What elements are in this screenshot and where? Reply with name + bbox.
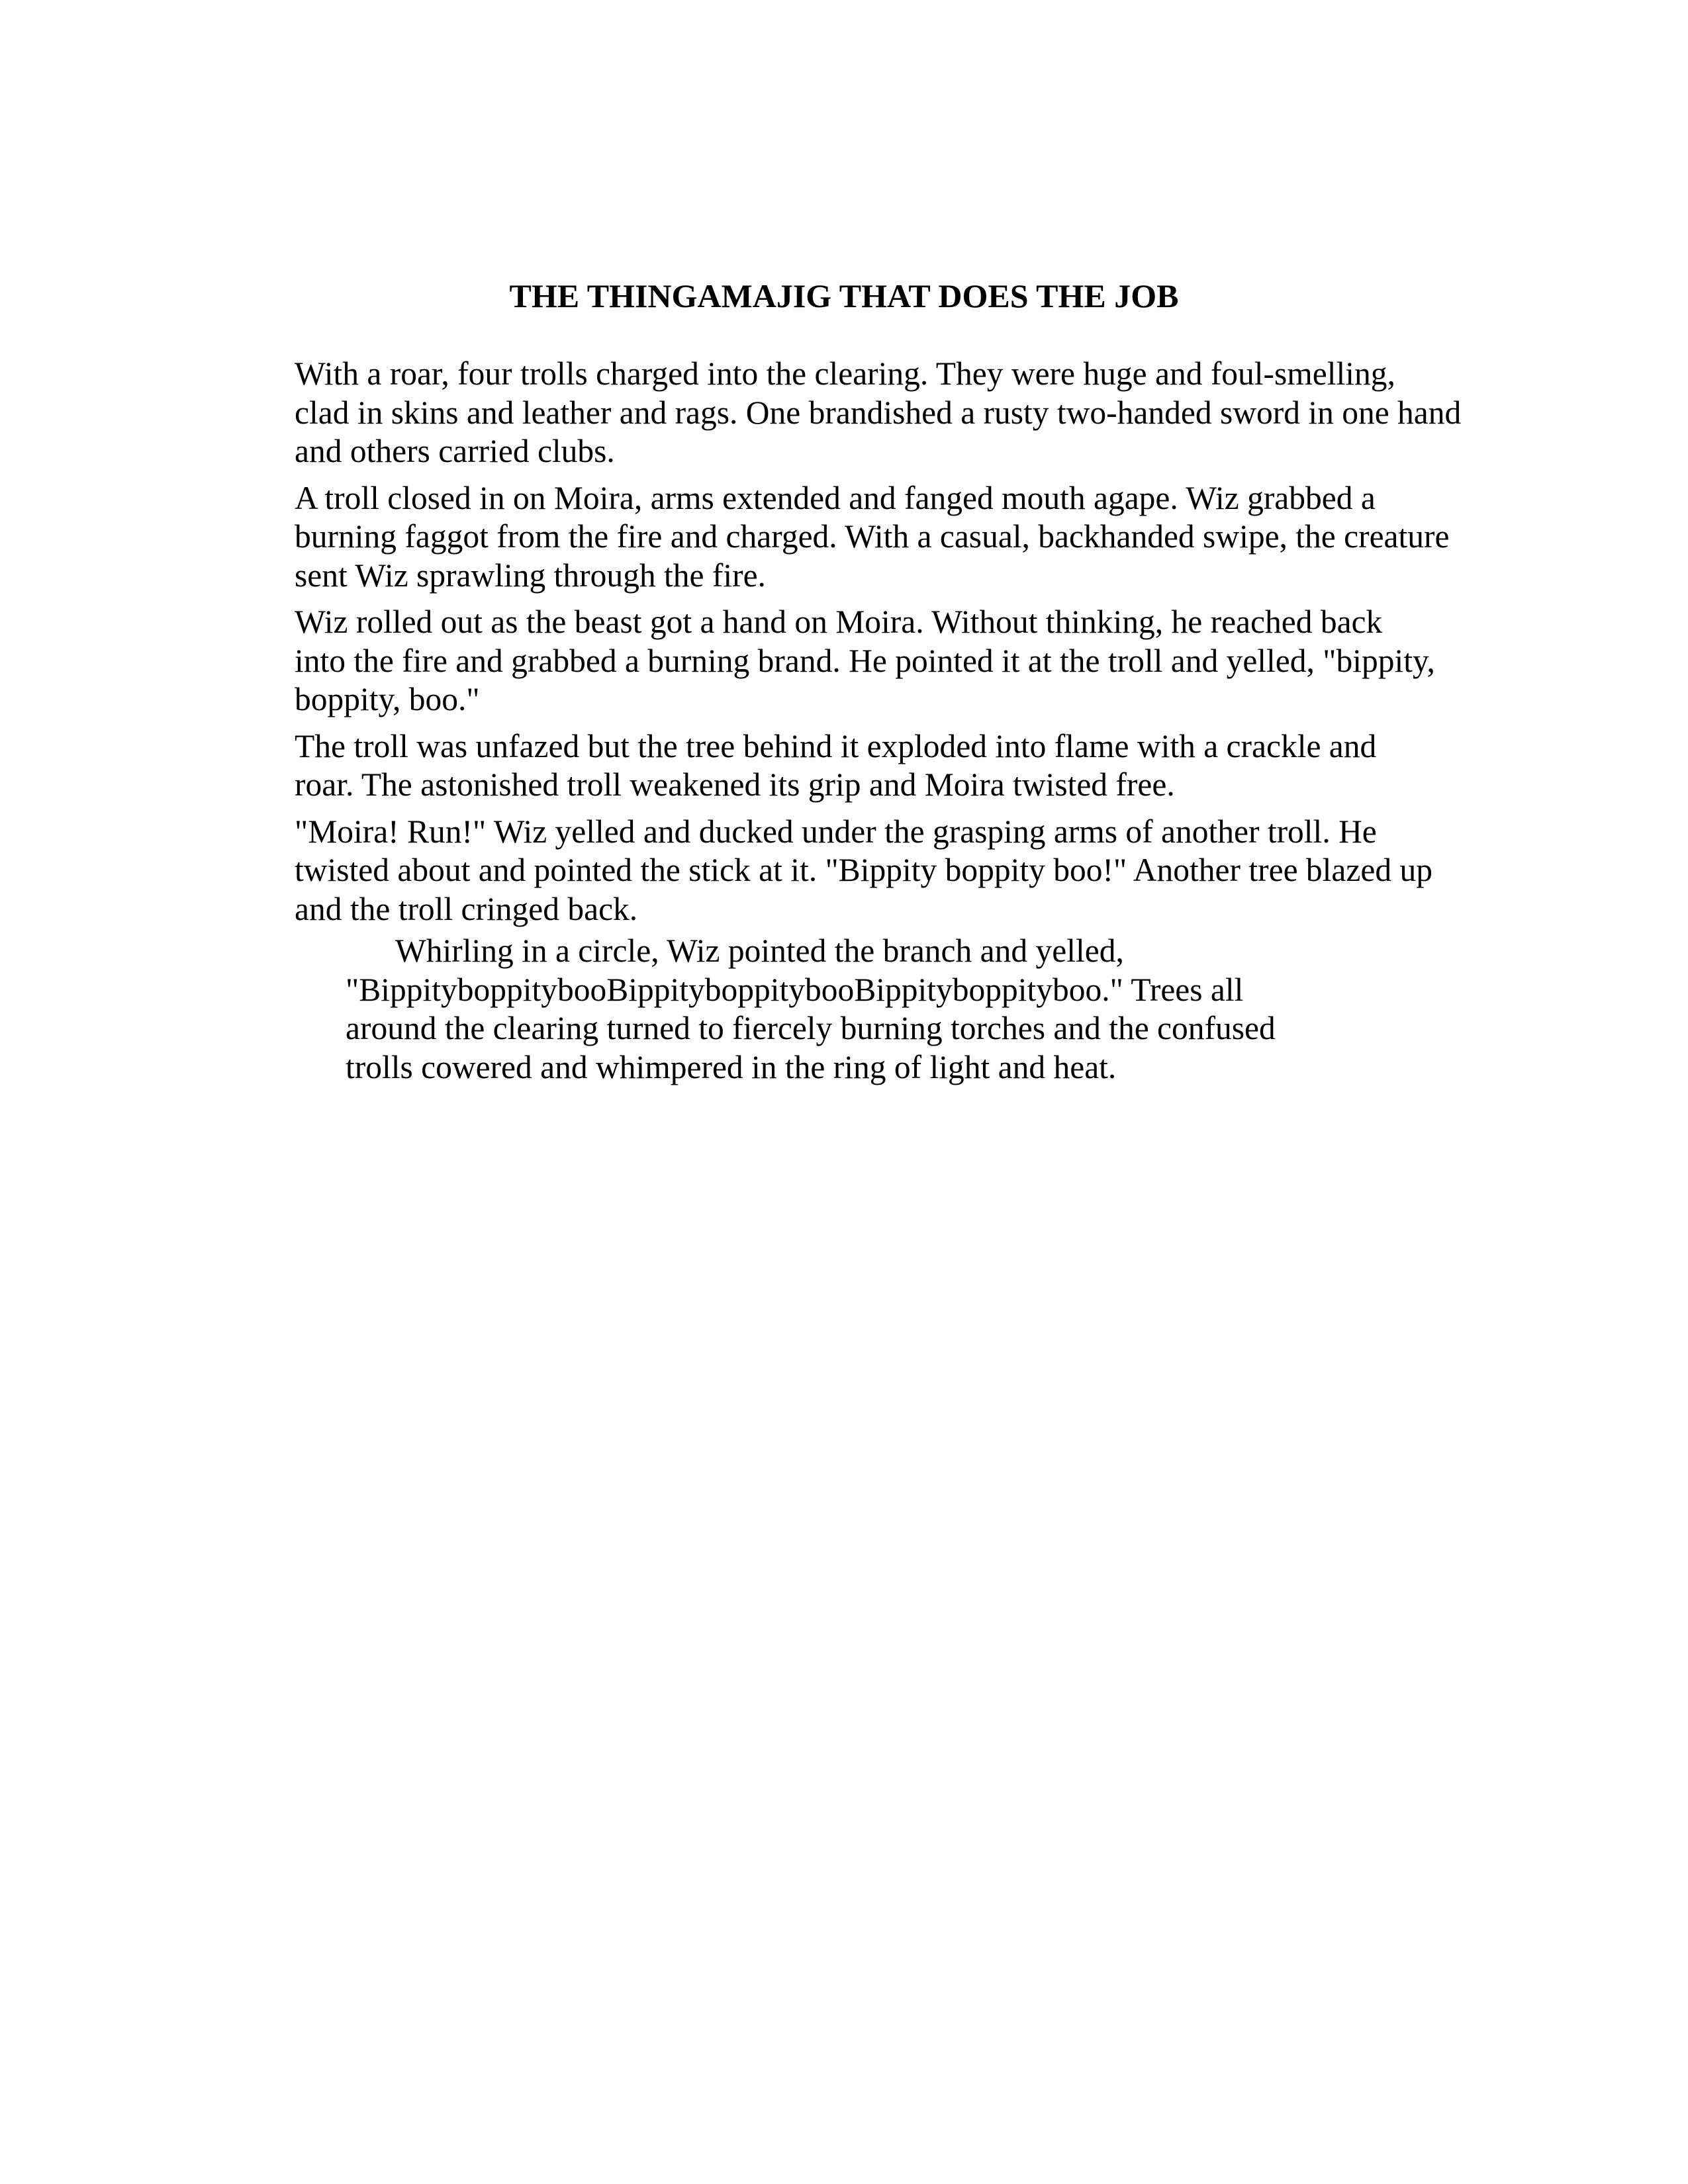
paragraph xyxy=(245,813,1430,929)
text-line: trolls cowered and whimpered in the ring of light and heat. xyxy=(346,1048,1117,1085)
text-line: Wiz rolled out as the beast got a hand on Moira. Without thinking, he reached back xyxy=(295,604,1383,640)
text-line: twisted about and pointed the stick at it. "Bippity boppity boo!" Another tree blazed up xyxy=(295,852,1432,888)
text-line: around the clearing turned to fiercely burning torches and the confused xyxy=(346,1010,1276,1046)
text-line: burning faggot from the fire and charged. With a casual, backhanded swipe, the creature xyxy=(295,518,1450,555)
text-line: and others carried clubs. xyxy=(295,433,615,469)
paragraph xyxy=(245,479,1450,596)
text-line: "BippityboppitybooBippityboppitybooBippityboppityboo." Trees all xyxy=(346,971,1244,1008)
text-line: With a roar, four trolls charged into the clearing. They were huge and foul-smelling, xyxy=(295,355,1395,392)
paragraph xyxy=(245,355,1462,471)
text-line: sent Wiz sprawling through the fire. xyxy=(295,557,766,594)
text-line: clad in skins and leather and rags. One brandished a rusty two-handed sword in one hand xyxy=(295,394,1462,431)
paragraph xyxy=(245,727,1430,805)
text-line: The troll was unfazed but the tree behind it exploded into flame with a crackle and xyxy=(295,727,1377,764)
text-line: and the troll cringed back. xyxy=(295,890,638,927)
text-line: roar. The astonished troll weakened its grip and Moira twisted free. xyxy=(295,766,1175,803)
text-line: into the fire and grabbed a burning brand. He pointed it at the troll and yelled, "bippity, xyxy=(295,642,1435,679)
indented-block-paragraph xyxy=(346,932,1338,1087)
text-line: "Moira! Run!" Wiz yelled and ducked under the grasping arms of another troll. He xyxy=(295,813,1377,850)
text-line: boppity, boo." xyxy=(295,681,480,717)
page-title: THE THINGAMAJIG THAT DOES THE JOB xyxy=(509,277,1179,314)
paragraph xyxy=(245,603,1435,719)
body-text xyxy=(245,355,1462,936)
text-line: Whirling in a circle, Wiz pointed the branch and yelled, xyxy=(395,933,1124,969)
text-line: A troll closed in on Moira, arms extended and fanged mouth agape. Wiz grabbed a xyxy=(295,479,1376,516)
